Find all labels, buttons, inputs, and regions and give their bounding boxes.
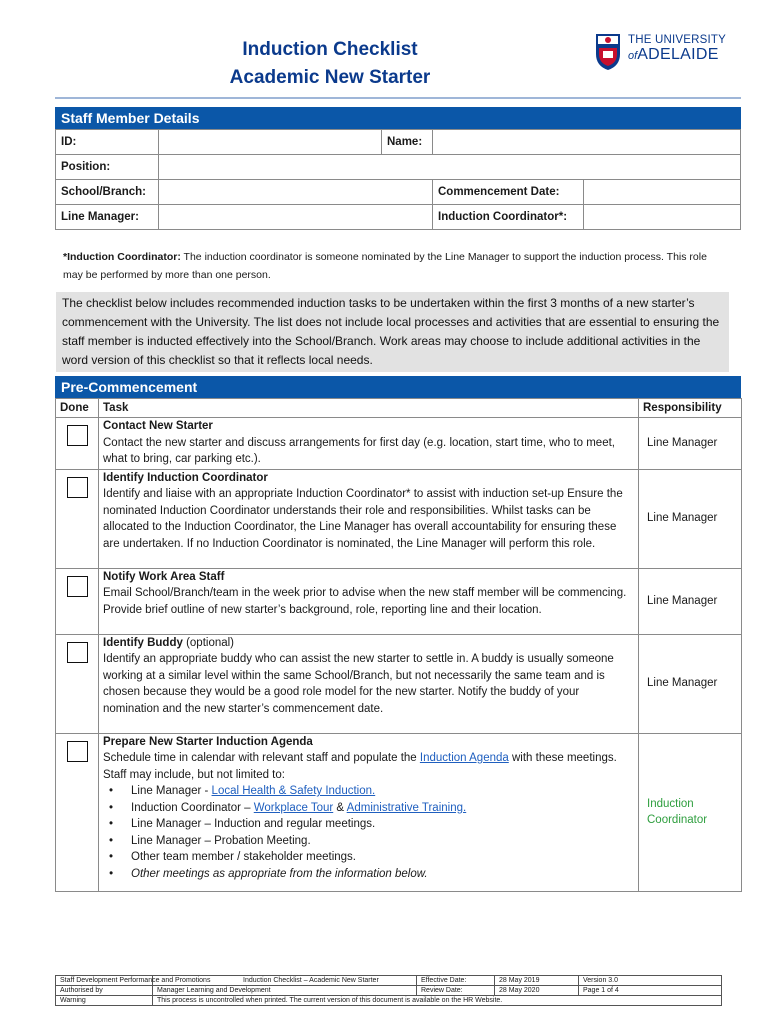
footer-cell: Warning xyxy=(56,996,153,1006)
logo-big-text: ADELAIDE xyxy=(637,46,719,63)
id-field[interactable] xyxy=(159,130,382,155)
col-task: Task xyxy=(99,399,639,418)
done-checkbox[interactable] xyxy=(67,425,88,446)
table-row xyxy=(56,469,742,568)
task-title: Identify Buddy xyxy=(103,636,183,649)
footer-cell: Authorised by xyxy=(56,986,153,996)
task-body: Email School/Branch/team in the week prior to advise when the new staff member will be commencing. Provide brief outline of new starter’s background, role, reporting line and their location. xyxy=(103,587,627,616)
task-title: Notify Work Area Staff xyxy=(103,570,225,583)
task-title: Contact New Starter xyxy=(103,420,213,432)
task-responsibility: Line Manager xyxy=(639,469,742,568)
health-safety-link[interactable]: Local Health & Safety Induction. xyxy=(211,785,376,797)
col-done: Done xyxy=(56,399,99,418)
university-logo xyxy=(594,30,734,75)
footer-cell: Page 1 of 4 xyxy=(579,986,722,996)
task-responsibility: Line Manager xyxy=(639,568,742,634)
name-field[interactable] xyxy=(433,130,741,155)
manager-label: Line Manager: xyxy=(56,205,159,230)
task-body-text: Schedule time in calendar with relevant staff and populate the xyxy=(103,752,420,764)
table-row xyxy=(56,568,742,634)
intro-paragraph: The checklist below includes recommended induction tasks to be undertaken within the first 3 months of a new starter’s commencement with the University. The list does not include local processes and activities that are essential to ensuring the staff member is inducted effectively into the School/Branch. Work areas may choose to include additional activities in the word version of this checklist so that it reflects local needs. xyxy=(56,292,729,372)
footer-cell: Manager Learning and Development xyxy=(153,986,417,996)
task-body: Contact the new starter and discuss arrangements for first day (e.g. location, start time, who to meet, what to bring, car parking etc.). xyxy=(103,436,615,465)
task-responsibility: Line Manager xyxy=(639,634,742,733)
pre-commencement-heading: Pre-Commencement xyxy=(55,376,741,398)
footer-cell: This process is uncontrolled when printed. The current version of this document is available on the HR Website. xyxy=(153,996,722,1006)
task-body xyxy=(103,750,634,783)
coordinator-field[interactable] xyxy=(584,205,741,230)
table-row xyxy=(56,418,742,470)
list-item-text: Line Manager - xyxy=(131,785,212,797)
list-item: • Other meetings as appropriate from the information below. xyxy=(129,866,634,883)
induction-agenda-link[interactable]: Induction Agenda xyxy=(419,752,509,764)
task-responsibility: Induction Coordinator xyxy=(639,733,742,891)
list-item: • Line Manager – Induction and regular meetings. xyxy=(129,816,634,833)
staff-details-table xyxy=(55,129,741,230)
school-field[interactable] xyxy=(159,180,433,205)
logo-small-text: THE UNIVERSITY xyxy=(628,34,727,46)
crest-icon xyxy=(594,32,622,72)
meeting-list xyxy=(103,783,634,882)
name-label: Name: xyxy=(382,130,433,155)
staff-details-heading: Staff Member Details xyxy=(55,107,741,129)
coordinator-note xyxy=(63,248,723,284)
commencement-label: Commencement Date: xyxy=(433,180,584,205)
list-item: • Other team member / stakeholder meetings. xyxy=(129,849,634,866)
footer-cell: 28 May 2019 xyxy=(495,976,579,986)
footer-cell: Review Date: xyxy=(417,986,495,996)
coordinator-label: Induction Coordinator*: xyxy=(433,205,584,230)
list-item xyxy=(129,783,634,800)
footer-cell: Induction Checklist – Academic New Starter xyxy=(153,976,417,986)
position-label: Position: xyxy=(56,155,159,180)
task-title: Prepare New Starter Induction Agenda xyxy=(103,735,313,748)
document-subtitle: Academic New Starter xyxy=(229,67,431,88)
list-item: • Line Manager – Probation Meeting. xyxy=(129,833,634,850)
task-title: Identify Induction Coordinator xyxy=(103,471,268,484)
commencement-field[interactable] xyxy=(584,180,741,205)
note-text: The induction coordinator is someone nominated by the Line Manager to support the induction process. This role may be performed by more than one person. xyxy=(63,251,707,281)
manager-field[interactable] xyxy=(159,205,433,230)
done-checkbox[interactable] xyxy=(67,642,88,663)
list-item xyxy=(129,800,634,817)
done-checkbox[interactable] xyxy=(67,477,88,498)
id-label: ID: xyxy=(56,130,159,155)
document-title: Induction Checklist xyxy=(242,39,418,60)
list-item-text: & xyxy=(333,801,347,814)
task-responsibility: Line Manager xyxy=(639,418,742,470)
done-checkbox[interactable] xyxy=(67,576,88,597)
school-label: School/Branch: xyxy=(56,180,159,205)
workplace-tour-link[interactable]: Workplace Tour xyxy=(253,801,334,814)
done-checkbox[interactable] xyxy=(67,741,88,762)
footer-cell: 28 May 2020 xyxy=(495,986,579,996)
task-body-text: with these meetings. Staff may include, but not limited to: xyxy=(103,752,617,781)
footer-cell: Version 3.0 xyxy=(579,976,722,986)
footer-cell: Staff Development Performance and Promotions xyxy=(56,976,153,986)
administrative-training-link[interactable]: Administrative Training. xyxy=(346,801,467,814)
col-responsibility: Responsibility xyxy=(639,399,742,418)
position-field[interactable] xyxy=(159,155,741,180)
logo-of-text: of xyxy=(628,50,638,62)
note-bold: *Induction Coordinator: xyxy=(63,251,181,263)
task-title-suffix: (optional) xyxy=(182,636,235,649)
table-row xyxy=(56,634,742,733)
list-item-text: Induction Coordinator – xyxy=(131,801,254,814)
table-row xyxy=(56,733,742,891)
task-body: Identify an appropriate buddy who can assist the new starter to settle in. A buddy is usually someone working at a similar level within the same School/Branch, but not necessarily the same team and is chosen because they would be a good role model for the new starter. Notify the buddy of your nomination and the new starter’s commencement date. xyxy=(103,653,614,715)
header-rule xyxy=(55,97,741,99)
task-body: Identify and liaise with an appropriate Induction Coordinator* to assist with induction set-up Ensure the nominated Induction Coordinator understands their role and responsibilities. Whilst tasks can be allocated to the Induction Coordinator, the Line Manager has overall accountability for ensuring these are undertaken. If no Induction Coordinator is nominated, the Line Manager will perform this role. xyxy=(103,488,623,550)
document-footer xyxy=(55,975,722,1006)
pre-commencement-table xyxy=(55,398,742,892)
footer-cell: Effective Date: xyxy=(417,976,495,986)
